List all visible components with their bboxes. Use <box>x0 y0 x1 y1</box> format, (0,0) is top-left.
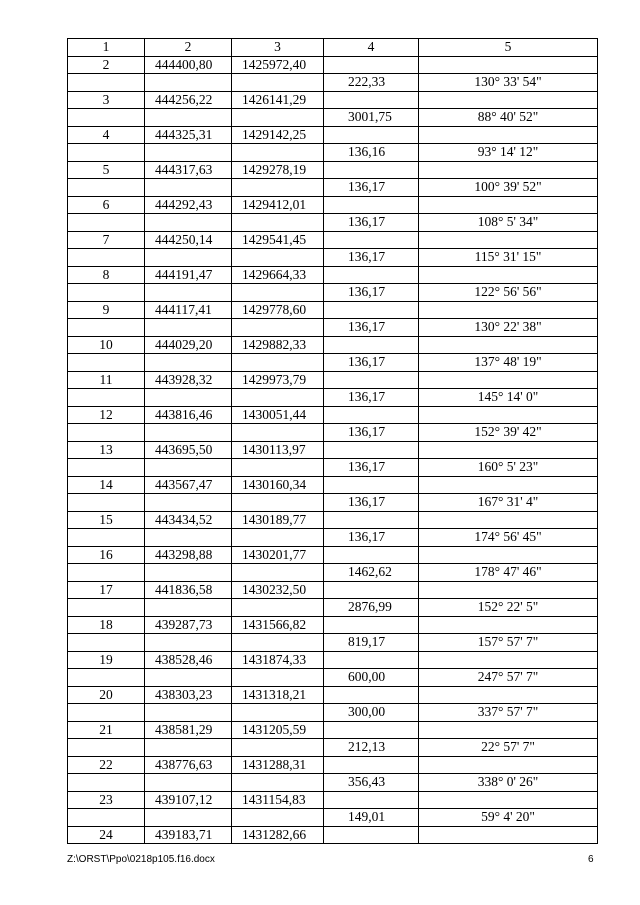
distance-cell <box>324 196 419 214</box>
y-coordinate-cell: 1429882,33 <box>232 336 324 354</box>
x-coordinate-cell <box>145 704 232 722</box>
distance-cell <box>324 231 419 249</box>
point-number-cell <box>68 319 145 337</box>
point-number-cell <box>68 249 145 267</box>
point-number-cell <box>68 599 145 617</box>
y-coordinate-cell: 1430201,77 <box>232 546 324 564</box>
table-row <box>68 266 598 284</box>
table-row <box>68 424 598 442</box>
distance-cell: 222,33 <box>324 74 419 92</box>
x-coordinate-cell: 443695,50 <box>145 441 232 459</box>
y-coordinate-cell <box>232 74 324 92</box>
table-row <box>68 494 598 512</box>
angle-cell: 130° 22' 38" <box>419 319 598 337</box>
point-number-cell: 14 <box>68 476 145 494</box>
table-row <box>68 74 598 92</box>
y-coordinate-cell <box>232 214 324 232</box>
column-header: 4 <box>324 39 419 57</box>
table-row <box>68 161 598 179</box>
distance-cell <box>324 581 419 599</box>
angle-cell: 247° 57' 7" <box>419 669 598 687</box>
point-number-cell: 16 <box>68 546 145 564</box>
distance-cell: 149,01 <box>324 809 419 827</box>
point-number-cell: 18 <box>68 616 145 634</box>
point-number-cell <box>68 494 145 512</box>
table-row <box>68 179 598 197</box>
table-row <box>68 791 598 809</box>
x-coordinate-cell <box>145 179 232 197</box>
distance-cell: 136,16 <box>324 144 419 162</box>
distance-cell: 136,17 <box>324 179 419 197</box>
distance-cell <box>324 126 419 144</box>
distance-cell: 212,13 <box>324 739 419 757</box>
point-number-cell <box>68 704 145 722</box>
y-coordinate-cell: 1429778,60 <box>232 301 324 319</box>
x-coordinate-cell: 441836,58 <box>145 581 232 599</box>
table-row <box>68 319 598 337</box>
angle-cell <box>419 91 598 109</box>
distance-cell <box>324 266 419 284</box>
point-number-cell <box>68 739 145 757</box>
y-coordinate-cell <box>232 634 324 652</box>
x-coordinate-cell: 443567,47 <box>145 476 232 494</box>
distance-cell <box>324 686 419 704</box>
table-row <box>68 144 598 162</box>
angle-cell: 22° 57' 7" <box>419 739 598 757</box>
column-header: 5 <box>419 39 598 57</box>
point-number-cell: 15 <box>68 511 145 529</box>
y-coordinate-cell <box>232 739 324 757</box>
table-body <box>68 39 598 844</box>
point-number-cell <box>68 424 145 442</box>
table-row <box>68 301 598 319</box>
y-coordinate-cell <box>232 494 324 512</box>
table-row <box>68 336 598 354</box>
x-coordinate-cell <box>145 389 232 407</box>
point-number-cell: 3 <box>68 91 145 109</box>
x-coordinate-cell <box>145 599 232 617</box>
angle-cell: 115° 31' 15" <box>419 249 598 267</box>
distance-cell: 2876,99 <box>324 599 419 617</box>
coordinates-table <box>67 38 598 844</box>
distance-cell: 819,17 <box>324 634 419 652</box>
y-coordinate-cell: 1431318,21 <box>232 686 324 704</box>
angle-cell <box>419 791 598 809</box>
point-number-cell: 12 <box>68 406 145 424</box>
table-row <box>68 529 598 547</box>
table-row <box>68 686 598 704</box>
distance-cell: 136,17 <box>324 424 419 442</box>
y-coordinate-cell: 1431566,82 <box>232 616 324 634</box>
y-coordinate-cell <box>232 529 324 547</box>
y-coordinate-cell: 1430160,34 <box>232 476 324 494</box>
footer-file-path: Z:\ORST\Ppo\0218p105.f16.docx <box>67 854 215 865</box>
point-number-cell <box>68 74 145 92</box>
point-number-cell <box>68 179 145 197</box>
y-coordinate-cell: 1430232,50 <box>232 581 324 599</box>
table-row <box>68 651 598 669</box>
y-coordinate-cell: 1430051,44 <box>232 406 324 424</box>
distance-cell <box>324 371 419 389</box>
angle-cell: 152° 39' 42" <box>419 424 598 442</box>
angle-cell: 145° 14' 0" <box>419 389 598 407</box>
angle-cell: 130° 33' 54" <box>419 74 598 92</box>
table-row <box>68 669 598 687</box>
distance-cell: 136,17 <box>324 214 419 232</box>
angle-cell: 152° 22' 5" <box>419 599 598 617</box>
point-number-cell: 7 <box>68 231 145 249</box>
x-coordinate-cell <box>145 319 232 337</box>
angle-cell: 178° 47' 46" <box>419 564 598 582</box>
distance-cell <box>324 406 419 424</box>
y-coordinate-cell: 1430113,97 <box>232 441 324 459</box>
distance-cell <box>324 791 419 809</box>
angle-cell <box>419 266 598 284</box>
y-coordinate-cell <box>232 284 324 302</box>
y-coordinate-cell <box>232 669 324 687</box>
point-number-cell: 23 <box>68 791 145 809</box>
angle-cell <box>419 161 598 179</box>
y-coordinate-cell <box>232 704 324 722</box>
x-coordinate-cell: 444292,43 <box>145 196 232 214</box>
distance-cell <box>324 616 419 634</box>
x-coordinate-cell <box>145 809 232 827</box>
angle-cell: 137° 48' 19" <box>419 354 598 372</box>
angle-cell: 160° 5' 23" <box>419 459 598 477</box>
x-coordinate-cell <box>145 249 232 267</box>
distance-cell: 3001,75 <box>324 109 419 127</box>
angle-cell <box>419 581 598 599</box>
distance-cell <box>324 336 419 354</box>
angle-cell <box>419 196 598 214</box>
x-coordinate-cell <box>145 634 232 652</box>
angle-cell <box>419 721 598 739</box>
angle-cell: 337° 57' 7" <box>419 704 598 722</box>
angle-cell <box>419 406 598 424</box>
angle-cell <box>419 616 598 634</box>
x-coordinate-cell: 444250,14 <box>145 231 232 249</box>
x-coordinate-cell: 444325,31 <box>145 126 232 144</box>
angle-cell <box>419 301 598 319</box>
table-row <box>68 476 598 494</box>
distance-cell: 136,17 <box>324 354 419 372</box>
y-coordinate-cell <box>232 179 324 197</box>
point-number-cell <box>68 564 145 582</box>
table-header-row <box>68 39 598 57</box>
x-coordinate-cell: 439287,73 <box>145 616 232 634</box>
y-coordinate-cell <box>232 564 324 582</box>
point-number-cell: 11 <box>68 371 145 389</box>
x-coordinate-cell: 444117,41 <box>145 301 232 319</box>
y-coordinate-cell <box>232 109 324 127</box>
y-coordinate-cell <box>232 389 324 407</box>
angle-cell <box>419 686 598 704</box>
y-coordinate-cell <box>232 354 324 372</box>
point-number-cell: 20 <box>68 686 145 704</box>
point-number-cell: 4 <box>68 126 145 144</box>
x-coordinate-cell <box>145 494 232 512</box>
y-coordinate-cell: 1429412,01 <box>232 196 324 214</box>
point-number-cell: 8 <box>68 266 145 284</box>
table-row <box>68 354 598 372</box>
column-header: 2 <box>145 39 232 57</box>
x-coordinate-cell: 444191,47 <box>145 266 232 284</box>
x-coordinate-cell <box>145 529 232 547</box>
point-number-cell <box>68 634 145 652</box>
angle-cell: 108° 5' 34" <box>419 214 598 232</box>
x-coordinate-cell <box>145 109 232 127</box>
distance-cell <box>324 826 419 844</box>
x-coordinate-cell <box>145 354 232 372</box>
angle-cell <box>419 371 598 389</box>
table-row <box>68 546 598 564</box>
y-coordinate-cell: 1431874,33 <box>232 651 324 669</box>
angle-cell: 174° 56' 45" <box>419 529 598 547</box>
distance-cell: 136,17 <box>324 459 419 477</box>
table-row <box>68 56 598 74</box>
x-coordinate-cell <box>145 284 232 302</box>
point-number-cell <box>68 144 145 162</box>
x-coordinate-cell <box>145 424 232 442</box>
table-row <box>68 721 598 739</box>
point-number-cell <box>68 389 145 407</box>
point-number-cell: 19 <box>68 651 145 669</box>
angle-cell <box>419 826 598 844</box>
table-row <box>68 406 598 424</box>
table-row <box>68 634 598 652</box>
distance-cell: 136,17 <box>324 529 419 547</box>
angle-cell <box>419 441 598 459</box>
x-coordinate-cell: 438303,23 <box>145 686 232 704</box>
angle-cell <box>419 651 598 669</box>
table-row <box>68 371 598 389</box>
y-coordinate-cell: 1430189,77 <box>232 511 324 529</box>
point-number-cell <box>68 109 145 127</box>
column-header: 1 <box>68 39 145 57</box>
y-coordinate-cell <box>232 599 324 617</box>
distance-cell <box>324 91 419 109</box>
y-coordinate-cell <box>232 459 324 477</box>
y-coordinate-cell: 1431288,31 <box>232 756 324 774</box>
y-coordinate-cell: 1431282,66 <box>232 826 324 844</box>
footer-page-number: 6 <box>588 854 594 865</box>
x-coordinate-cell <box>145 74 232 92</box>
point-number-cell: 13 <box>68 441 145 459</box>
y-coordinate-cell <box>232 249 324 267</box>
angle-cell <box>419 336 598 354</box>
point-number-cell: 9 <box>68 301 145 319</box>
table-row <box>68 511 598 529</box>
point-number-cell <box>68 809 145 827</box>
x-coordinate-cell <box>145 144 232 162</box>
distance-cell: 1462,62 <box>324 564 419 582</box>
y-coordinate-cell: 1429142,25 <box>232 126 324 144</box>
x-coordinate-cell <box>145 564 232 582</box>
x-coordinate-cell: 443298,88 <box>145 546 232 564</box>
distance-cell <box>324 301 419 319</box>
table-row <box>68 826 598 844</box>
point-number-cell: 17 <box>68 581 145 599</box>
x-coordinate-cell: 444029,20 <box>145 336 232 354</box>
point-number-cell: 2 <box>68 56 145 74</box>
y-coordinate-cell: 1431205,59 <box>232 721 324 739</box>
x-coordinate-cell: 444256,22 <box>145 91 232 109</box>
table-row <box>68 756 598 774</box>
point-number-cell <box>68 529 145 547</box>
angle-cell: 157° 57' 7" <box>419 634 598 652</box>
distance-cell <box>324 511 419 529</box>
x-coordinate-cell: 444317,63 <box>145 161 232 179</box>
y-coordinate-cell <box>232 424 324 442</box>
x-coordinate-cell: 438776,63 <box>145 756 232 774</box>
angle-cell: 93° 14' 12" <box>419 144 598 162</box>
x-coordinate-cell: 443928,32 <box>145 371 232 389</box>
table-row <box>68 196 598 214</box>
y-coordinate-cell: 1426141,29 <box>232 91 324 109</box>
table-row <box>68 214 598 232</box>
angle-cell <box>419 56 598 74</box>
distance-cell <box>324 546 419 564</box>
angle-cell: 59° 4' 20" <box>419 809 598 827</box>
point-number-cell: 22 <box>68 756 145 774</box>
y-coordinate-cell: 1429973,79 <box>232 371 324 389</box>
point-number-cell: 5 <box>68 161 145 179</box>
table-row <box>68 774 598 792</box>
table-row <box>68 739 598 757</box>
point-number-cell <box>68 214 145 232</box>
table-row <box>68 704 598 722</box>
distance-cell <box>324 441 419 459</box>
table-row <box>68 809 598 827</box>
y-coordinate-cell: 1425972,40 <box>232 56 324 74</box>
x-coordinate-cell: 439107,12 <box>145 791 232 809</box>
distance-cell: 136,17 <box>324 284 419 302</box>
x-coordinate-cell: 438528,46 <box>145 651 232 669</box>
point-number-cell: 10 <box>68 336 145 354</box>
distance-cell: 136,17 <box>324 249 419 267</box>
table-row <box>68 126 598 144</box>
y-coordinate-cell: 1429664,33 <box>232 266 324 284</box>
distance-cell: 356,43 <box>324 774 419 792</box>
table-row <box>68 389 598 407</box>
distance-cell: 600,00 <box>324 669 419 687</box>
distance-cell: 136,17 <box>324 389 419 407</box>
angle-cell <box>419 511 598 529</box>
x-coordinate-cell: 443816,46 <box>145 406 232 424</box>
y-coordinate-cell: 1429541,45 <box>232 231 324 249</box>
angle-cell <box>419 126 598 144</box>
y-coordinate-cell <box>232 774 324 792</box>
table-row <box>68 459 598 477</box>
table-row <box>68 564 598 582</box>
y-coordinate-cell <box>232 319 324 337</box>
distance-cell <box>324 476 419 494</box>
point-number-cell: 24 <box>68 826 145 844</box>
angle-cell <box>419 546 598 564</box>
table-row <box>68 599 598 617</box>
table-row <box>68 109 598 127</box>
x-coordinate-cell <box>145 774 232 792</box>
angle-cell <box>419 756 598 774</box>
distance-cell: 136,17 <box>324 319 419 337</box>
distance-cell: 300,00 <box>324 704 419 722</box>
table-row <box>68 616 598 634</box>
x-coordinate-cell: 444400,80 <box>145 56 232 74</box>
distance-cell <box>324 756 419 774</box>
x-coordinate-cell: 438581,29 <box>145 721 232 739</box>
y-coordinate-cell: 1431154,83 <box>232 791 324 809</box>
y-coordinate-cell <box>232 809 324 827</box>
distance-cell <box>324 651 419 669</box>
x-coordinate-cell <box>145 739 232 757</box>
x-coordinate-cell <box>145 214 232 232</box>
table-row <box>68 284 598 302</box>
angle-cell: 88° 40' 52" <box>419 109 598 127</box>
distance-cell <box>324 56 419 74</box>
table-row <box>68 249 598 267</box>
distance-cell <box>324 161 419 179</box>
x-coordinate-cell <box>145 669 232 687</box>
distance-cell: 136,17 <box>324 494 419 512</box>
x-coordinate-cell: 443434,52 <box>145 511 232 529</box>
angle-cell: 338° 0' 26" <box>419 774 598 792</box>
y-coordinate-cell: 1429278,19 <box>232 161 324 179</box>
distance-cell <box>324 721 419 739</box>
table-row <box>68 91 598 109</box>
point-number-cell: 21 <box>68 721 145 739</box>
y-coordinate-cell <box>232 144 324 162</box>
point-number-cell <box>68 669 145 687</box>
angle-cell: 100° 39' 52" <box>419 179 598 197</box>
point-number-cell <box>68 354 145 372</box>
angle-cell <box>419 231 598 249</box>
table-row <box>68 581 598 599</box>
angle-cell: 167° 31' 4" <box>419 494 598 512</box>
angle-cell: 122° 56' 56" <box>419 284 598 302</box>
column-header: 3 <box>232 39 324 57</box>
x-coordinate-cell <box>145 459 232 477</box>
x-coordinate-cell: 439183,71 <box>145 826 232 844</box>
point-number-cell <box>68 774 145 792</box>
table-row <box>68 441 598 459</box>
angle-cell <box>419 476 598 494</box>
point-number-cell <box>68 459 145 477</box>
table-row <box>68 231 598 249</box>
point-number-cell <box>68 284 145 302</box>
point-number-cell: 6 <box>68 196 145 214</box>
